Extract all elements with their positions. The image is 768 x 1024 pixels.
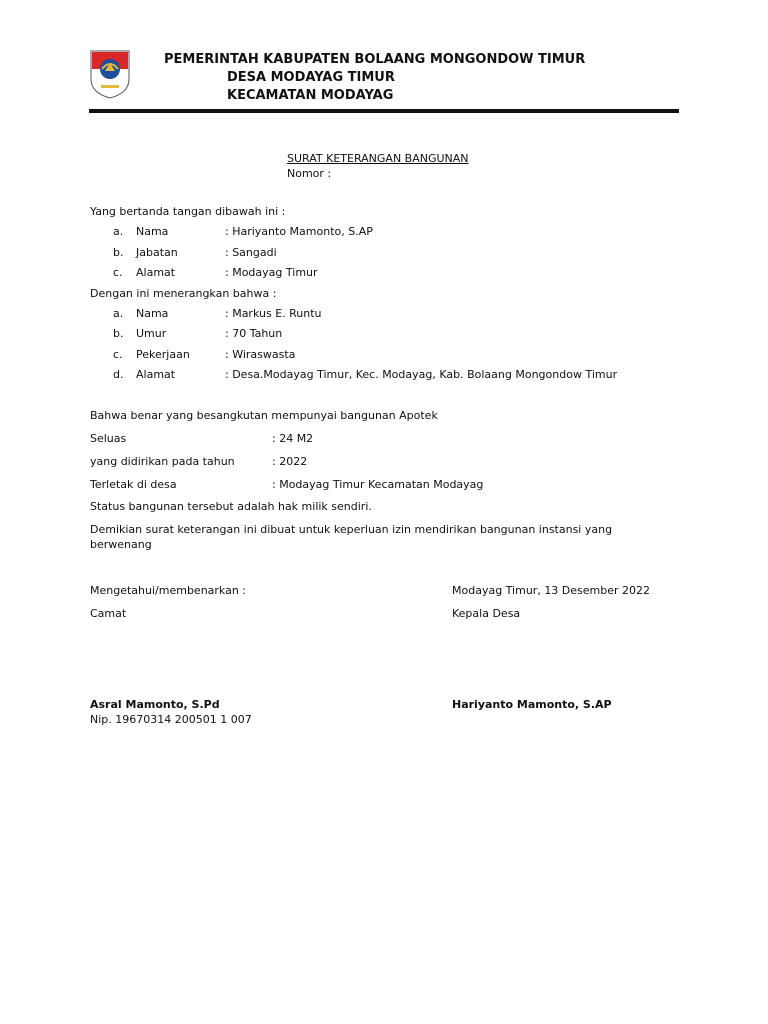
list-letter: c. <box>113 348 123 361</box>
header-divider <box>89 109 679 113</box>
right-signer-name: Hariyanto Mamonto, S.AP <box>452 698 612 711</box>
intro-signer: Yang bertanda tangan dibawah ini : <box>90 205 286 218</box>
header-district: KECAMATAN MODAYAG <box>227 88 394 103</box>
list-letter: b. <box>113 327 124 340</box>
field-label: Alamat <box>136 368 176 381</box>
building-statement: Bahwa benar yang besangkutan mempunyai bangunan Apotek <box>90 409 438 422</box>
header-village: DESA MODAYAG TIMUR <box>227 70 395 85</box>
header-government: PEMERINTAH KABUPATEN BOLAANG MONGONDOW TIMUR <box>164 52 586 67</box>
list-letter: b. <box>113 246 124 259</box>
left-signer-nip: Nip. 19670314 200501 1 007 <box>90 713 252 726</box>
regency-coat-of-arms-icon <box>89 49 131 99</box>
field-value: : Sangadi <box>225 246 277 259</box>
left-signer-role: Camat <box>90 607 127 620</box>
field-label: Alamat <box>136 266 176 279</box>
field-value: : Desa.Modayag Timur, Kec. Modayag, Kab. Bolaang Mongondow Timur <box>225 368 618 381</box>
closing-statement-cont: berwenang <box>90 538 152 551</box>
field-label: Nama <box>136 225 169 238</box>
detail-value: : 24 M2 <box>272 432 314 445</box>
detail-value: : Modayag Timur Kecamatan Modayag <box>272 478 484 491</box>
list-letter: d. <box>113 368 124 381</box>
left-signer-name: Asral Mamonto, S.Pd <box>90 698 220 711</box>
detail-label: yang didirikan pada tahun <box>90 455 235 468</box>
list-letter: a. <box>113 307 124 320</box>
place-date: Modayag Timur, 13 Desember 2022 <box>452 584 651 597</box>
list-letter: c. <box>113 266 123 279</box>
list-letter: a. <box>113 225 124 238</box>
intro-subject: Dengan ini menerangkan bahwa : <box>90 287 277 300</box>
field-value: : Hariyanto Mamonto, S.AP <box>225 225 373 238</box>
document-title: SURAT KETERANGAN BANGUNAN <box>287 152 469 165</box>
field-label: Umur <box>136 327 167 340</box>
acknowledgement-heading: Mengetahui/membenarkan : <box>90 584 247 597</box>
closing-statement: Demikian surat keterangan ini dibuat untuk keperluan izin mendirikan bangunan instansi yang <box>90 523 613 536</box>
field-value: : 70 Tahun <box>225 327 283 340</box>
field-value: : Modayag Timur <box>225 266 318 279</box>
field-value: : Markus E. Runtu <box>225 307 322 320</box>
detail-label: Terletak di desa <box>90 478 177 491</box>
detail-value: : 2022 <box>272 455 308 468</box>
field-label: Pekerjaan <box>136 348 190 361</box>
field-value: : Wiraswasta <box>225 348 296 361</box>
document-number: Nomor : <box>287 167 332 180</box>
right-signer-role: Kepala Desa <box>452 607 521 620</box>
field-label: Jabatan <box>136 246 178 259</box>
detail-label: Seluas <box>90 432 127 445</box>
field-label: Nama <box>136 307 169 320</box>
status-statement: Status bangunan tersebut adalah hak milik sendiri. <box>90 500 372 513</box>
